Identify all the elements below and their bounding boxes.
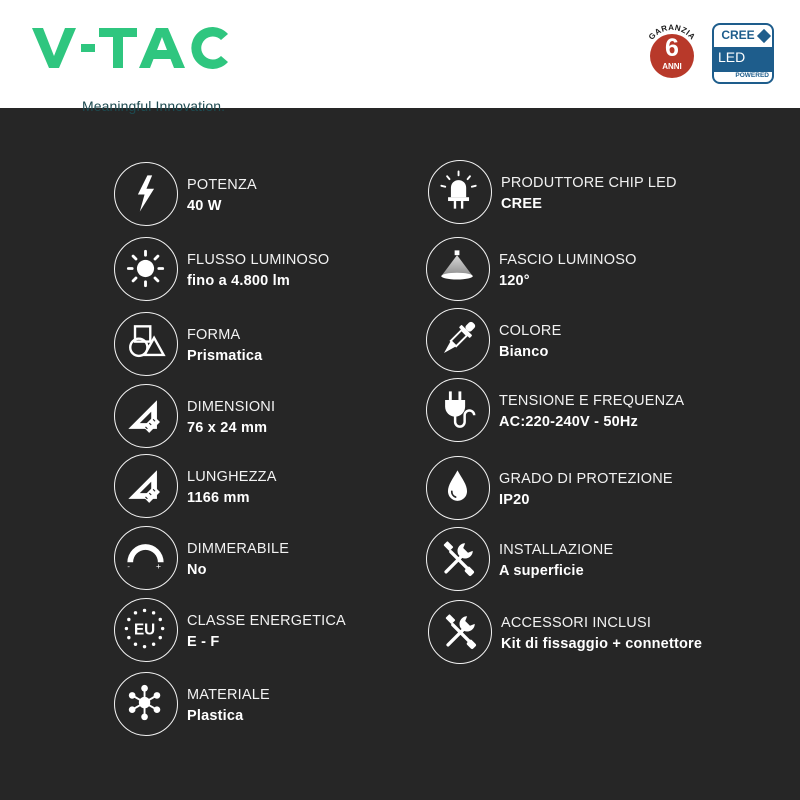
svg-text:+: + [155,560,161,571]
eu-stars-icon [114,598,178,662]
spec-value: 40 W [187,198,222,214]
set-square-ruler-icon [114,454,178,518]
svg-text:-: - [127,561,130,571]
spec-value: Plastica [187,708,244,724]
molecule-icon [114,672,178,736]
water-drop-icon [426,456,490,520]
spec-value: 1166 mm [187,490,250,506]
set-square-ruler-icon [114,384,178,448]
spec-label: MATERIALE [187,687,270,703]
header-bar [0,0,800,114]
spec-label: DIMMERABILE [187,541,290,557]
lightning-icon [114,162,178,226]
led-chip-icon [428,160,492,224]
spec-value: fino a 4.800 lm [187,273,290,289]
spec-value: Bianco [499,344,549,360]
cree-powered-text: POWERED [735,72,769,79]
svg-text:EU: EU [133,621,156,639]
spec-value: 120° [499,273,530,289]
spec-label: CLASSE ENERGETICA [187,613,346,629]
spec-label: FASCIO LUMINOSO [499,252,637,268]
spec-label: COLORE [499,323,562,339]
spec-label: TENSIONE E FREQUENZA [499,393,685,409]
spec-label: FORMA [187,327,241,343]
spec-value: 76 x 24 mm [187,420,268,436]
cree-led-badge [712,23,774,84]
spec-label: POTENZA [187,177,257,193]
spec-value: CREE [501,196,543,212]
power-plug-icon [426,378,490,442]
warranty-unit: ANNI [662,62,682,71]
spec-label: INSTALLAZIONE [499,542,614,558]
dimmer-icon [114,526,178,590]
warranty-years: 6 [665,34,679,62]
eyedropper-icon [426,308,490,372]
cree-brand: CREE [721,28,755,42]
spec-value: No [187,562,207,578]
tools-icon [426,527,490,591]
spec-value: Kit di fissaggio + connettore [501,636,703,652]
warranty-label: GARANZIA [646,22,698,42]
spec-label: DIMENSIONI [187,399,276,415]
sun-icon [114,237,178,301]
cree-led-text: LED [718,49,746,65]
spec-label: PRODUTTORE CHIP LED [501,175,677,191]
brand-logo [32,26,232,114]
vtac-logo-icon [32,26,230,70]
shapes-icon [114,312,178,376]
spec-value: Prismatica [187,348,263,364]
warranty-badge [640,22,704,86]
spec-value: AC:220-240V - 50Hz [499,414,638,430]
spec-value: IP20 [499,492,530,508]
spec-label: ACCESSORI INCLUSI [501,615,652,631]
spec-value: A superficie [499,563,584,579]
spec-label: GRADO DI PROTEZIONE [499,471,673,487]
spec-label: FLUSSO LUMINOSO [187,252,330,268]
spec-label: LUNGHEZZA [187,469,277,485]
spec-value: E - F [187,634,220,650]
tools-icon [428,600,492,664]
tagline: Meaningful Innovation. [82,98,226,114]
beam-angle-icon [426,237,490,301]
